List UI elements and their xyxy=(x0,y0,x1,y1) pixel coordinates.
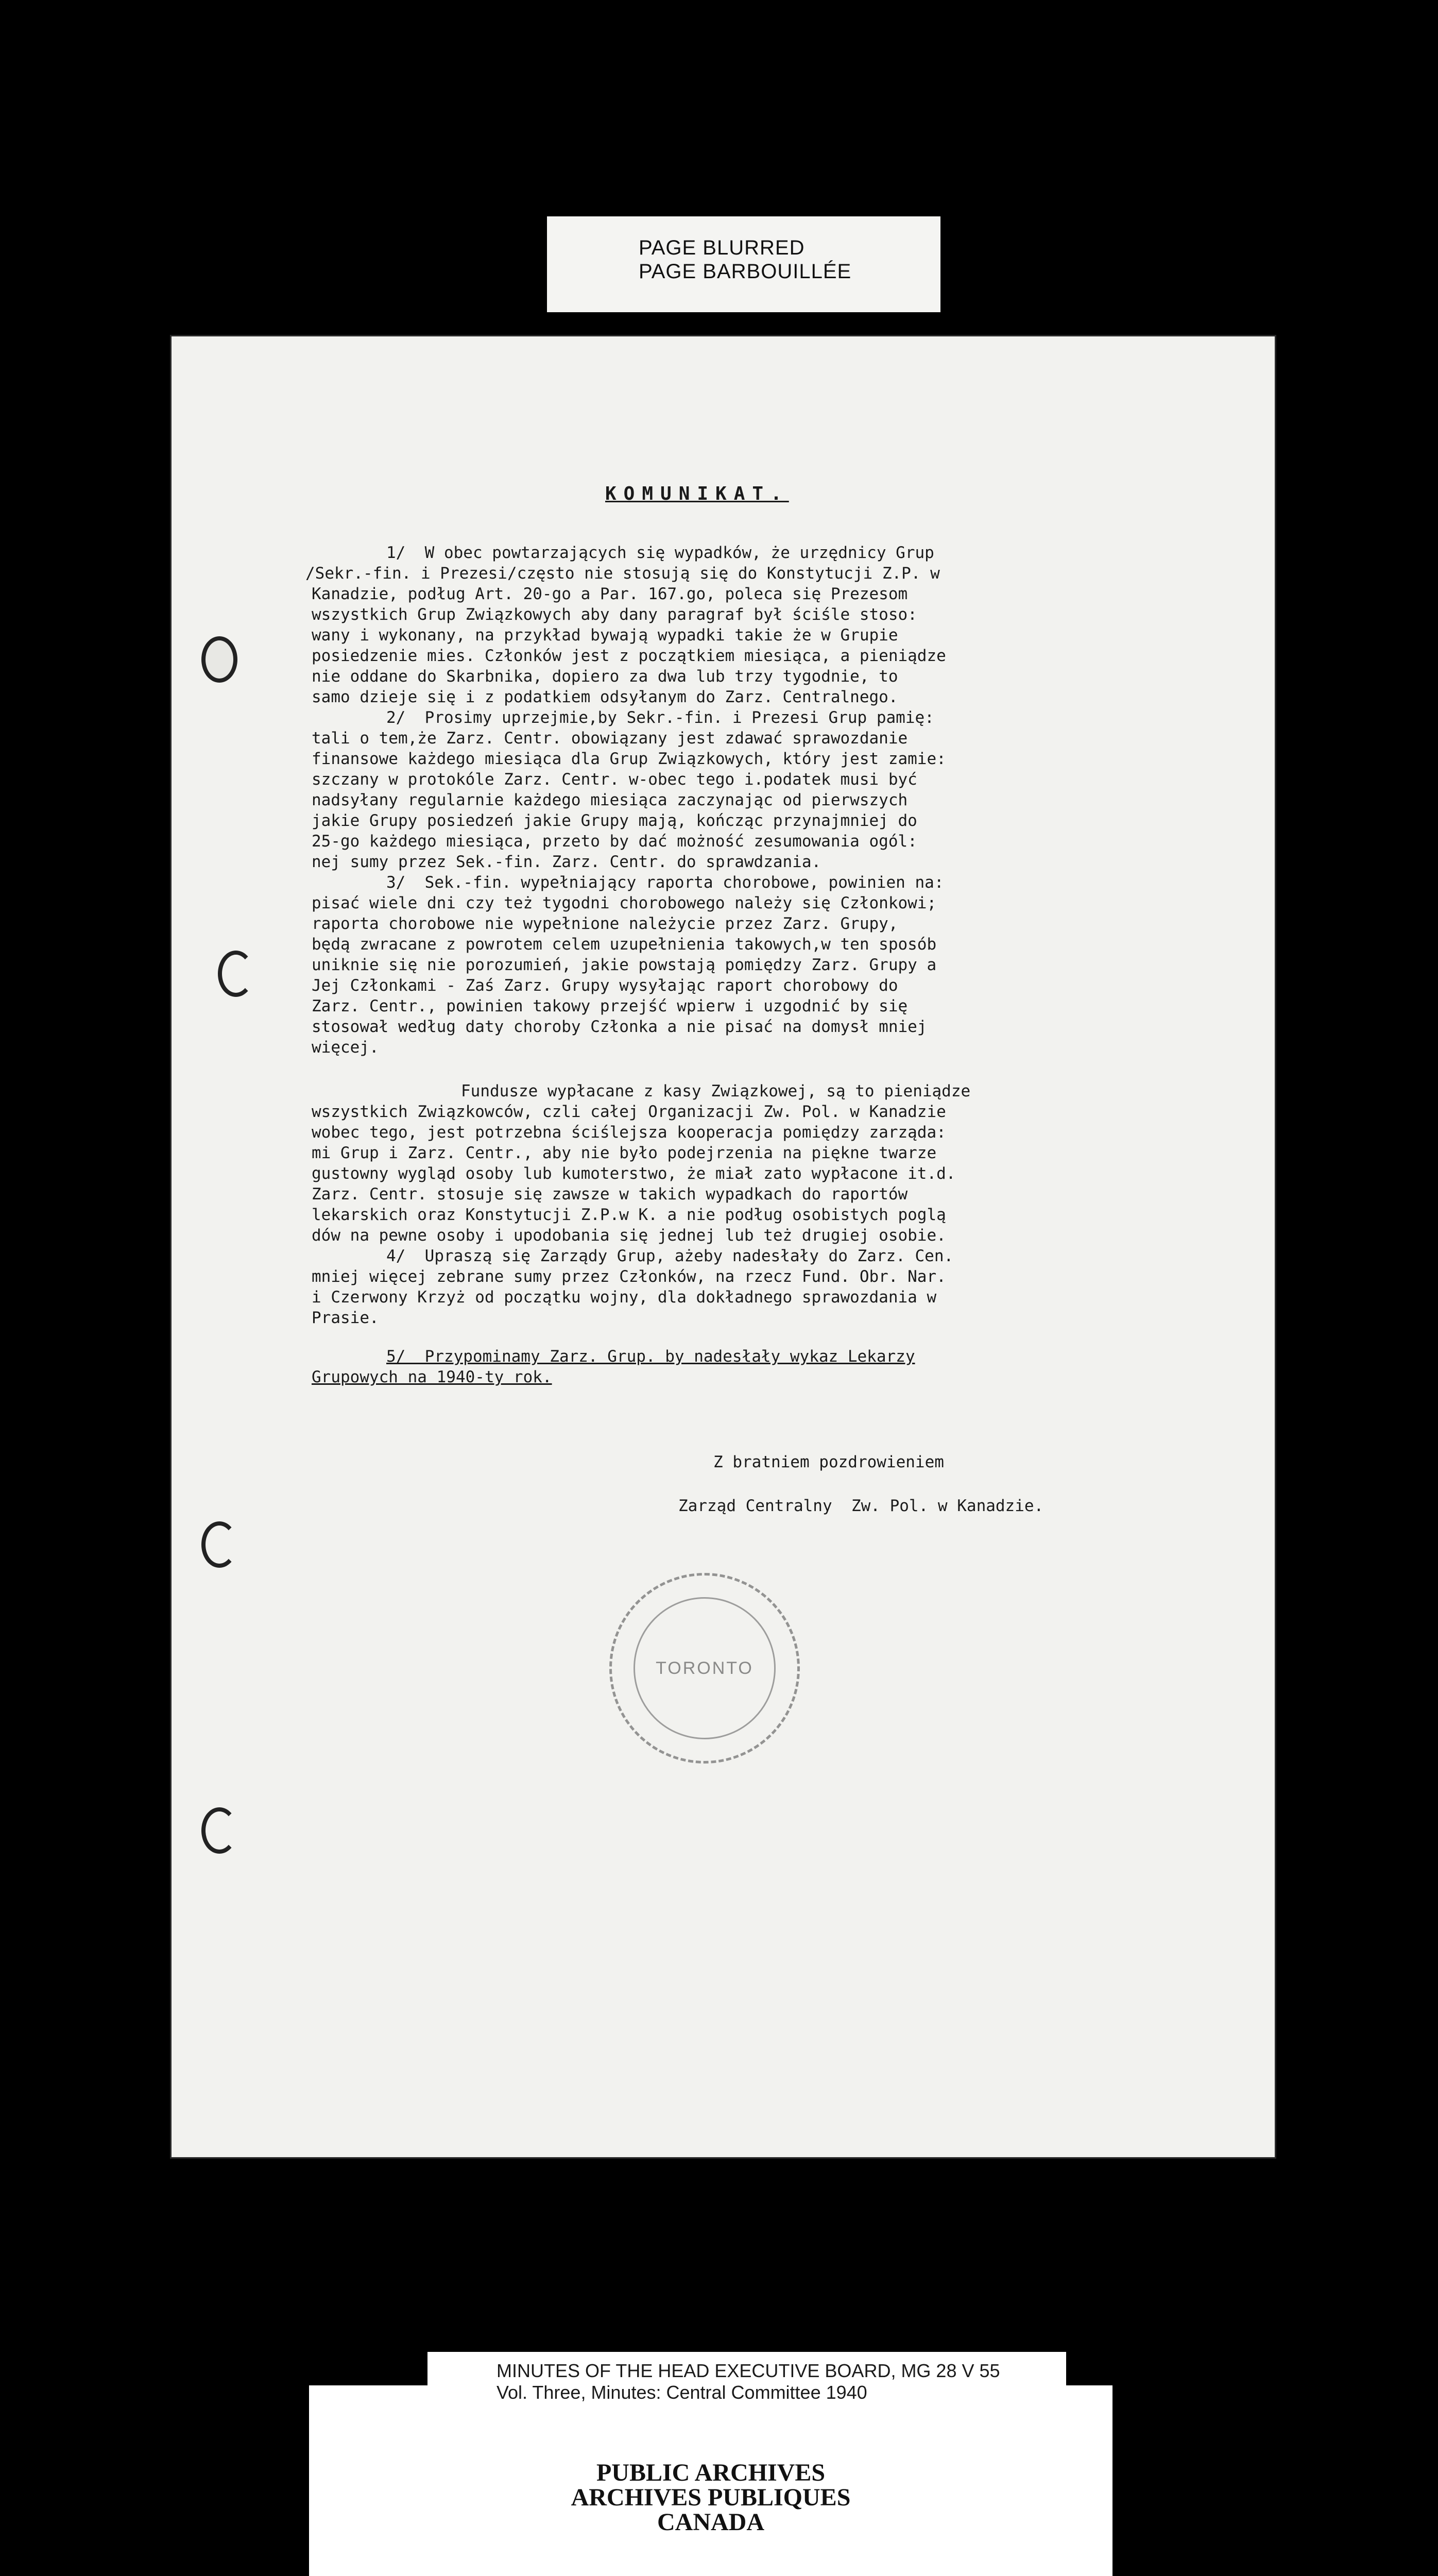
text-line: więcej. xyxy=(312,1038,379,1057)
text-line: Jej Członkami - Zaś Zarz. Grupy wysyłając raport chorobowy do xyxy=(312,976,898,995)
text-line: mi Grup i Zarz. Centr., aby nie było podejrzenia na piękne twarze xyxy=(312,1144,937,1162)
text-line: Kanadzie, podług Art. 20-go a Par. 167.go, poleca się Prezesom xyxy=(312,585,908,603)
text-line: 1/ W obec powtarzających się wypadków, że urzędnicy Grup xyxy=(386,544,934,562)
text-line: dów na pewne osoby i upodobania się jednej lub też drugiej osobie. xyxy=(312,1226,946,1245)
text-line: i Czerwony Krzyż od początku wojny, dla dokładnego sprawozdania w xyxy=(312,1288,937,1307)
text-line: 2/ Prosimy uprzejmie,by Sekr.-fin. i Prezesi Grup pamię: xyxy=(386,708,934,727)
collection-line-2: Vol. Three, Minutes: Central Committee 1940 xyxy=(497,2382,867,2403)
text-line: tali o tem,że Zarz. Centr. obowiązany jest zdawać sprawozdanie xyxy=(312,729,908,748)
document-title: KOMUNIKAT. xyxy=(605,483,789,504)
blur-label-en: PAGE BLURRED xyxy=(639,236,805,259)
text-line: 3/ Sek.-fin. wypełniający raporta chorobowe, powinien na: xyxy=(386,873,944,892)
archives-line-country: CANADA xyxy=(657,2509,764,2536)
closing-salutation: Z bratniem pozdrowieniem xyxy=(713,1453,944,1471)
text-line: Prasie. xyxy=(312,1309,379,1327)
document-page xyxy=(170,335,1276,2159)
text-line: samo dzieje się i z podatkiem odsyłanym do Zarz. Centralnego. xyxy=(312,688,898,706)
text-line: jakie Grupy posiedzeń jakie Grupy mają, kończąc przynajmniej do xyxy=(312,811,917,830)
page-blurred-label xyxy=(547,216,940,312)
collection-label xyxy=(427,2352,1066,2419)
organization-seal xyxy=(609,1573,800,1764)
text-line: /Sekr.-fin. i Prezesi/często nie stosują się do Konstytucji Z.P. w xyxy=(305,564,940,583)
text-line: 5/ Przypominamy Zarz. Grup. by nadesłały wykaz Lekarzy xyxy=(386,1347,915,1366)
text-line: stosował według daty choroby Członka a nie pisać na domysł mniej xyxy=(312,1018,927,1036)
text-line: Zarz. Centr. stosuje się zawsze w takich wypadkach do raportów xyxy=(312,1185,908,1204)
text-line: Grupowych na 1940-ty rok. xyxy=(312,1368,552,1386)
text-line: uniknie się nie porozumień, jakie powstają pomiędzy Zarz. Grupy a xyxy=(312,956,937,974)
text-line: nej sumy przez Sek.-fin. Zarz. Centr. do sprawdzania. xyxy=(312,853,821,871)
punch-hole xyxy=(201,636,237,683)
text-line: szczany w protokóle Zarz. Centr. w-obec tego i.podatek musi być xyxy=(312,770,917,789)
text-line: nadsyłany regularnie każdego miesiąca zaczynając od pierwszych xyxy=(312,791,908,809)
text-line: 4/ Upraszą się Zarządy Grup, ażeby nadesłały do Zarz. Cen. xyxy=(386,1247,954,1265)
punch-hole-half xyxy=(201,1807,237,1854)
text-line: pisać wiele dni czy też tygodni chorobowego należy się Członkowi; xyxy=(312,894,937,912)
text-line: będą zwracane z powrotem celem uzupełnienia takowych,w ten sposób xyxy=(312,935,937,954)
text-line: posiedzenie mies. Członków jest z początkiem miesiąca, a pieniądze xyxy=(312,647,946,665)
archives-line-en: PUBLIC ARCHIVES xyxy=(596,2459,826,2486)
text-line: finansowe każdego miesiąca dla Grup Związkowych, który jest zamie: xyxy=(312,750,946,768)
text-line: lekarskich oraz Konstytucji Z.P.w K. a nie podług osobistych poglą xyxy=(312,1206,946,1224)
text-line: gustowny wygląd osoby lub kumoterstwo, że miał zato wypłacone it.d. xyxy=(312,1164,956,1183)
archives-line-fr: ARCHIVES PUBLIQUES xyxy=(571,2484,851,2511)
blur-label-fr: PAGE BARBOUILLÉE xyxy=(639,260,852,283)
signature-line: Zarząd Centralny Zw. Pol. w Kanadzie. xyxy=(678,1497,1044,1515)
text-line: wany i wykonany, na przykład bywają wypadki takie że w Grupie xyxy=(312,626,898,645)
text-line: Fundusze wypłacane z kasy Związkowej, są to pieniądze xyxy=(461,1082,971,1100)
collection-line-1: MINUTES OF THE HEAD EXECUTIVE BOARD, MG 28 V 55 xyxy=(497,2360,1000,2381)
punch-hole-half xyxy=(201,1521,237,1568)
text-line: wszystkich Związkowców, czli całej Organizacji Zw. Pol. w Kanadzie xyxy=(312,1103,946,1121)
seal-inner xyxy=(634,1597,776,1739)
text-line: 25-go każdego miesiąca, przeto by dać możność zesumowania ogól: xyxy=(312,832,917,851)
text-line: nie oddane do Skarbnika, dopiero za dwa lub trzy tygodnie, to xyxy=(312,667,898,686)
text-line: wobec tego, jest potrzebna ściślejsza kooperacja pomiędzy zarząda: xyxy=(312,1123,946,1142)
text-line: raporta chorobowe nie wypełnione należycie przez Zarz. Grupy, xyxy=(312,914,898,933)
text-line: wszystkich Grup Związkowych aby dany paragraf był ściśle stoso: xyxy=(312,605,917,624)
text-line: Zarz. Centr., powinien takowy przejść wpierw i uzgodnić by się xyxy=(312,997,908,1015)
text-line: mniej więcej zebrane sumy przez Członków, na rzecz Fund. Obr. Nar. xyxy=(312,1267,946,1286)
punch-hole-half xyxy=(218,951,254,997)
seal-city: TORONTO xyxy=(656,1658,754,1678)
